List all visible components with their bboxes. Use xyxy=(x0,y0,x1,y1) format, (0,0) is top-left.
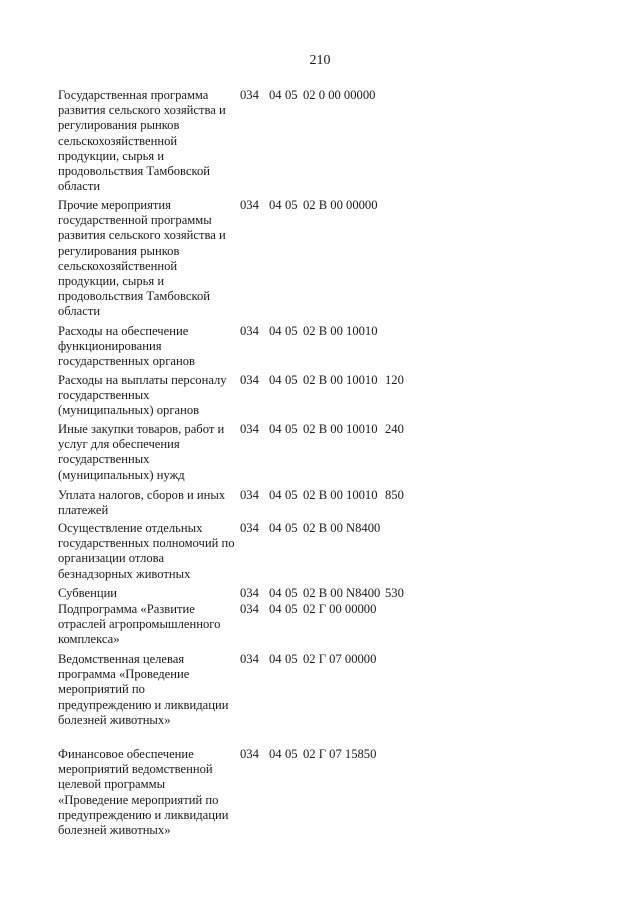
code-pr: 05 xyxy=(285,198,298,212)
code-csr: 02 В 00 10010 xyxy=(303,488,378,502)
code-csr: 02 0 00 00000 xyxy=(303,88,376,102)
code-csr: 02 В 00 N8400 xyxy=(303,521,381,535)
code-rz: 04 xyxy=(269,652,282,666)
code-csr: 02 В 00 10010 xyxy=(303,422,378,436)
code-vr: 850 xyxy=(385,488,404,502)
code-pr: 05 xyxy=(285,586,298,600)
code-pr: 05 xyxy=(285,521,298,535)
code-rz: 04 xyxy=(269,422,282,436)
code-rz: 04 xyxy=(269,198,282,212)
code-csr: 02 Г 00 00000 xyxy=(303,602,377,616)
code-rz: 04 xyxy=(269,488,282,502)
row-name: Финансовое обеспечение мероприятий ведомственной целевой программы «Проведение мероприятий по предупреждению и ликвидации болезней животных» xyxy=(58,747,229,838)
code-rz: 04 xyxy=(269,602,282,616)
row-name: Подпрограмма «Развитие отраслей агропромышленного комплекса» xyxy=(58,602,221,647)
code-rz: 04 xyxy=(269,586,282,600)
code-vr: 240 xyxy=(385,422,404,436)
page-number: 210 xyxy=(309,53,331,68)
row-name: Расходы на выплаты персоналу государственных (муниципальных) органов xyxy=(58,373,227,418)
row-name: Прочие мероприятия государственной программы развития сельского хозяйства и регулирования рынков сельскохозяйственной продукции, сырья и продовольствия Тамбовской области xyxy=(58,198,226,319)
code-pr: 05 xyxy=(285,373,298,387)
code-ved: 034 xyxy=(240,747,259,761)
code-ved: 034 xyxy=(240,488,259,502)
code-rz: 04 xyxy=(269,88,282,102)
code-ved: 034 xyxy=(240,422,259,436)
code-csr: 02 Г 07 00000 xyxy=(303,652,377,666)
code-ved: 034 xyxy=(240,324,259,338)
code-ved: 034 xyxy=(240,586,259,600)
code-ved: 034 xyxy=(240,88,259,102)
code-vr: 530 xyxy=(385,586,404,600)
row-name: Расходы на обеспечение функционирования государственных органов xyxy=(58,324,195,369)
row-name: Иные закупки товаров, работ и услуг для обеспечения государственных (муниципальных) нужд xyxy=(58,422,225,482)
code-rz: 04 xyxy=(269,521,282,535)
row-name: Субвенции xyxy=(58,586,118,600)
code-rz: 04 xyxy=(269,324,282,338)
code-pr: 05 xyxy=(285,747,298,761)
code-csr: 02 В 00 10010 xyxy=(303,373,378,387)
row-name: Уплата налогов, сборов и иных платежей xyxy=(58,488,226,518)
row-name: Осуществление отдельных государственных полномочий по организации отлова безнадзорных животных xyxy=(58,521,235,581)
code-ved: 034 xyxy=(240,521,259,535)
code-pr: 05 xyxy=(285,324,298,338)
code-pr: 05 xyxy=(285,488,298,502)
code-pr: 05 xyxy=(285,602,298,616)
code-rz: 04 xyxy=(269,373,282,387)
code-csr: 02 В 00 10010 xyxy=(303,324,378,338)
code-csr: 02 В 00 N8400 xyxy=(303,586,381,600)
code-vr: 120 xyxy=(385,373,404,387)
code-pr: 05 xyxy=(285,88,298,102)
code-ved: 034 xyxy=(240,373,259,387)
code-ved: 034 xyxy=(240,198,259,212)
code-pr: 05 xyxy=(285,422,298,436)
code-csr: 02 В 00 00000 xyxy=(303,198,378,212)
row-name: Ведомственная целевая программа «Проведение мероприятий по предупреждению и ликвидации болезней животных» xyxy=(58,652,229,727)
code-csr: 02 Г 07 15850 xyxy=(303,747,377,761)
row-name: Государственная программа развития сельского хозяйства и регулирования рынков сельскохозяйственной продукции, сырья и продовольствия Тамбовской области xyxy=(58,88,226,194)
code-pr: 05 xyxy=(285,652,298,666)
code-ved: 034 xyxy=(240,652,259,666)
code-ved: 034 xyxy=(240,602,259,616)
code-rz: 04 xyxy=(269,747,282,761)
